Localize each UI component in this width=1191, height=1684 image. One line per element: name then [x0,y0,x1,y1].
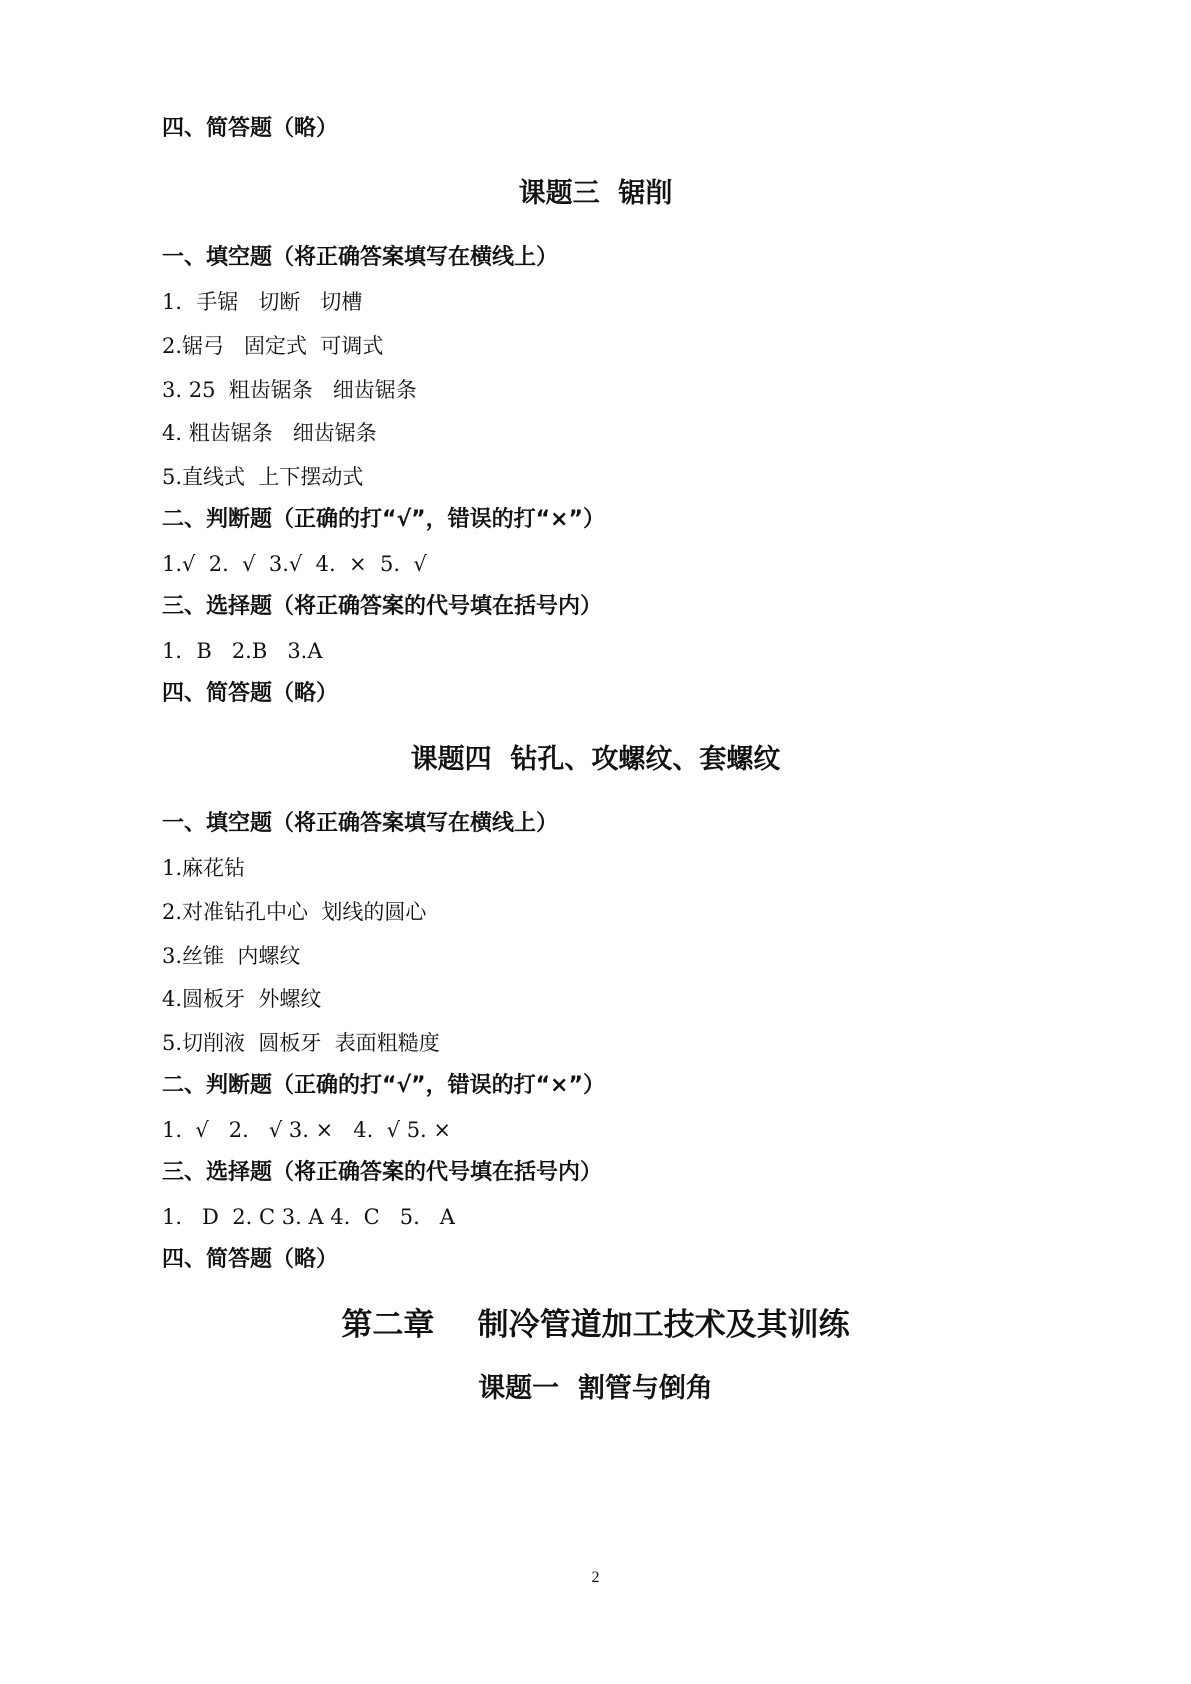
answer-line: 3.丝锥 内螺纹 [162,944,301,968]
answer-line: 4. 粗齿锯条 细齿锯条 [162,421,377,445]
answer-line: 3. 25 粗齿锯条 细齿锯条 [162,378,417,402]
section-heading-short-answer: 四、简答题（略） [162,1247,339,1272]
section-heading-true-false: 二、判断题（正确的打“√”，错误的打“×”） [162,1073,605,1098]
section-heading-true-false: 二、判断题（正确的打“√”，错误的打“×”） [162,507,605,532]
section-heading-multiple-choice: 三、选择题（将正确答案的代号填在括号内） [162,594,603,619]
topic-title-pipe-cutting: 课题一 割管与倒角 [478,1373,713,1404]
section-heading-fill-blank: 一、填空题（将正确答案填写在横线上） [162,245,559,270]
answer-line: 5.切削液 圆板牙 表面粗糙度 [162,1031,440,1055]
answer-line: 1.√ 2. √ 3.√ 4. × 5. √ [162,552,427,576]
page-number: 2 [591,1569,600,1586]
topic-title-drilling-threading: 课题四 钻孔、攻螺纹、套螺纹 [410,744,781,775]
section-heading-fill-blank: 一、填空题（将正确答案填写在横线上） [162,811,559,836]
topic-title-sawing: 课题三 锯削 [518,178,673,209]
answer-line: 1.麻花钻 [162,856,246,880]
answer-line: 1．B 2.B 3.A [162,639,323,663]
answer-line: 2.锯弓 固定式 可调式 [162,334,384,358]
answer-line: 5.直线式 上下摆动式 [162,465,364,489]
answer-line: 1．手锯 切断 切槽 [162,290,363,314]
answer-line: 1. √ 2. √ 3. × 4. √ 5. × [162,1118,451,1142]
answer-line: 1. D 2. C 3. A 4. C 5. A [162,1205,455,1229]
chapter-title: 第二章 制冷管道加工技术及其训练 [341,1307,850,1343]
section-heading-multiple-choice: 三、选择题（将正确答案的代号填在括号内） [162,1160,603,1185]
section-heading-short-answer: 四、简答题（略） [162,681,339,706]
answer-line: 4.圆板牙 外螺纹 [162,987,322,1011]
section-heading-short-answer: 四、简答题（略） [162,116,339,141]
answer-line: 2.对准钻孔中心 划线的圆心 [162,900,427,924]
